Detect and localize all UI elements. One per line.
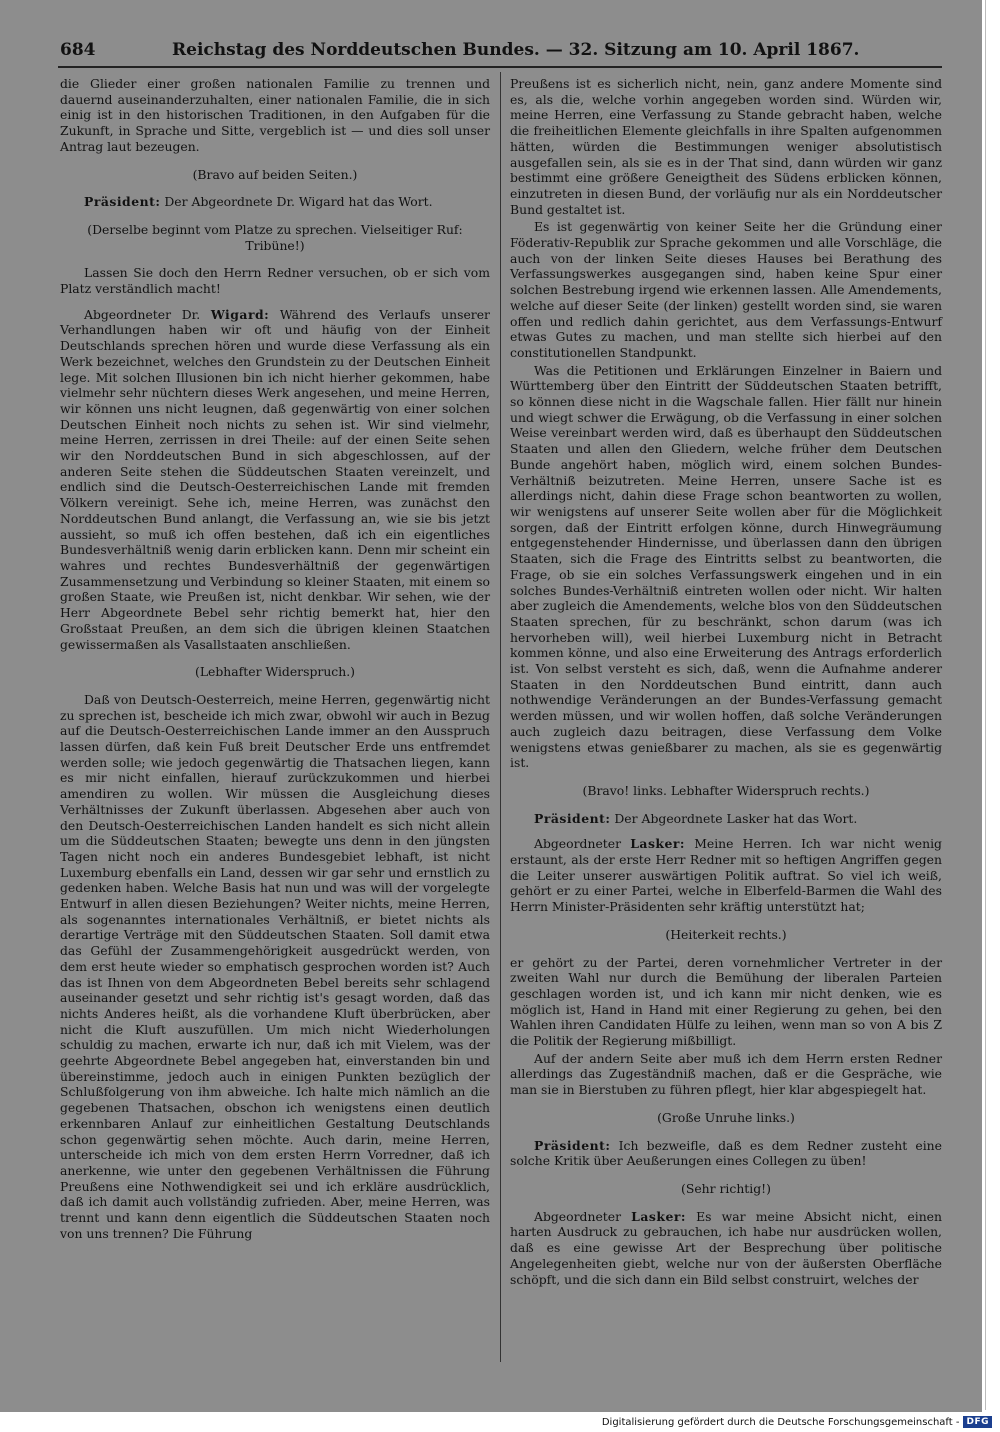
- speech-paragraph: [60, 307, 490, 652]
- body-paragraph: [510, 76, 942, 217]
- body-paragraph: [60, 76, 490, 155]
- speech-paragraph: [510, 836, 942, 915]
- header-rule: [58, 66, 942, 68]
- footer-credit: [602, 1414, 992, 1430]
- stage-direction: [510, 1181, 942, 1197]
- body-paragraph: [510, 219, 942, 360]
- paragraph-text: Es ist gegenwärtig von keiner Seite her die Gründung einer Föderativ-Republik zur Sprache gekommen und alle Vorschläge, die auch von der linken Seite dieses Hauses bei Berathung des Verfassungswerkes ausgegangen sind, haben keine Spur einer solchen Bestrebung irgend wie erkennen lassen. Alle Amendements, welche auf dieser Seite (der linken) gestellt worden sind, sie waren offen und redlich dahin gerichtet, aus dem Verfassungs-Entwurf etwas Gutes zu machen, und man stellte sich hierbei auf den constitutionellen Standpunkt.: [510, 219, 942, 360]
- speaker-name: Präsident:: [534, 1137, 611, 1153]
- speech-paragraph: [510, 811, 942, 827]
- paragraph-text: Lassen Sie doch den Herrn Redner versuchen, ob er sich vom Platz verständlich macht!: [60, 265, 490, 297]
- speech-paragraph: [510, 1209, 942, 1288]
- left-column: [60, 76, 490, 1366]
- stage-direction-text: (Bravo auf beiden Seiten.): [192, 166, 358, 182]
- dfg-logo: DFG: [963, 1416, 992, 1428]
- speech-paragraph: [510, 1138, 942, 1169]
- paragraph-text: Was die Petitionen und Erklärungen Einzelner in Baiern und Württemberg über den Eintritt der Süddeutschen Staaten betrifft, so können diese nicht in die Wagschale fallen. Hier fällt nur hinein und wiegt schwer die Erwägung, ob die Verfassung in einer solchen Weise vereinbart werden wird, daß es überhaupt den Süddeutschen Staaten und allen den Gliedern, welche früher dem Deutschen Bunde angehört haben, möglich wird, einem solchen Bundes-Verhältniß beizutreten. Meine Herren, unsere Sache ist es allerdings nicht, dahin diese Frage schon beantworten zu wollen, wir wenigstens auf unserer Seite wollen aber für die Möglichkeit sorgen, daß der Eintritt erfolgen könne, durch Hinwegräumung entgegenstehender Hindernisse, und überlassen dann den übrigen Staaten, sich die Frage des Eintritts selbst zu beantworten, die Frage, ob sie ein solches Verfassungswerk eingehen und in ein solches Bundes-Verhältniß eintreten wollen oder nicht. Wir halten aber zugleich die Amendements, welche blos von den Süddeutschen Staaten sprechen, für zu beschränkt, schon darum (was ich hervorheben will), weil hierbei Luxemburg nicht in Betracht kommen könne, und also eine Erweiterung des Antrags erforderlich ist. Von selbst versteht es sich, daß, wenn die Aufnahme anderer Staaten in den Norddeutschen Bund eintritt, dann auch nothwendige Veränderungen an der Bundes-Verfassung gemacht werden müssen, und wir wollen hoffen, daß solche Veränderungen auch zugleich dazu beitragen, diese Verfassung dem Volke wenigstens etwas genießbarer zu machen, als sie es gegenwärtig ist.: [510, 362, 942, 771]
- scan-edge: [985, 0, 1000, 1410]
- speaker-name: Wigard:: [210, 306, 270, 322]
- page-number: 684: [60, 40, 96, 60]
- stage-direction-text: (Heiterkeit rechts.): [665, 926, 787, 942]
- stage-direction: [510, 1110, 942, 1126]
- stage-direction-text: (Große Unruhe links.): [657, 1109, 795, 1125]
- speech-text: Meine Herren. Ich war nicht wenig erstaunt, als der erste Herr Redner mit so heftigen Angriffen gegen die Leiter unserer auswärtigen Politik auftrat. So viel ich weiß, gehört er zu einer Partei, welche in Elberfeld-Barmen die Wahl des Herrn Minister-Präsidenten sehr kräftig unterstützt hat;: [510, 836, 942, 915]
- footer-text: Digitalisierung gefördert durch die Deutsche Forschungsgemeinschaft -: [601, 1416, 960, 1428]
- stage-direction: [510, 927, 942, 943]
- paragraph-text: die Glieder einer großen nationalen Familie zu trennen und dauernd auseinanderzuhalten, einer nationalen Familie, die in sich einig ist in den historischen Traditionen, in den Aufgaben für die Zukunft, in Sprache und Sitte, vergeblich ist — und dies soll unser Antrag laut bezeugen.: [60, 76, 490, 154]
- body-paragraph: [510, 363, 942, 771]
- paragraph-text: Daß von Deutsch-Oesterreich, meine Herren, gegenwärtig nicht zu sprechen ist, bescheide ich mich zwar, obwohl wir auch in Bezug auf die Deutsch-Oesterreichischen Lande immer an den Ausspruch lassen dürfen, daß kein Fuß breit Deutscher Erde uns entfremdet werden solle; wie jedoch gegenwärtig die Thatsachen liegen, kann es mir nicht einfallen, hierauf zurückzukommen und hierbei amendiren zu wollen. Wir müssen die Ausgleichung dieses Verhältnisses der Zukunft überlassen. Abgesehen aber auch von den Deutsch-Oesterreichischen Landen handelt es sich nicht allein um die Süddeutschen Staaten; bewegte uns denn in den jüngsten Tagen nicht noch ein anderes Bundesgebiet lebhaft, ist nicht Luxemburg ebenfalls ein Land, dessen wir gar sehr und ernstlich zu gedenken haben. Welche Basis hat nun und was will der vorgelegte Entwurf in allen diesen Beziehungen? Weiter nichts, meine Herren, als sogenanntes internationales Verhältniß, er bietet nichts als derartige Verträge mit den Süddeutschen Staaten. Soll damit etwa das Gefühl der Zusammengehörigkeit ausgedrückt werden, von dem erst heute wieder so emphatisch gesprochen worden ist? Auch das ist Ihnen von dem Abgeordneten Bebel bereits sehr schlagend auseinander gesetzt und sehr richtig ist's gesagt worden, daß das nichts Anderes heißt, als die vorhandene Kluft überbrücken, aber nicht die Kluft auszufüllen. Um mich nicht Wiederholungen schuldig zu machen, erwarte ich nur, daß ich mit Vielem, was der geehrte Abgeordnete Bebel angegeben hat, einverstanden bin und übereinstimme, jedoch auch in einigen Punkten bezüglich der Schlußfolgerung von ihm abweiche. Ich halte mich nämlich an die gegebenen Thatsachen, obschon ich wenigstens einen deutlich erkennbaren Anlauf zur einheitlichen Gestaltung Deutschlands schon gegenwärtig sehen möchte. Auch darin, meine Herren, unterscheide ich mich von dem ersten Herrn Vorredner, daß ich anerkenne, wie unter den gegebenen Verhältnissen die Führung Preußens eine Nothwendigkeit sei und ich erkläre ausdrücklich, daß ich damit auch vollständig zufrieden. Aber, meine Herren, was trennt und kann denn eigentlich die Süddeutschen Staaten noch von uns trennen? Die Führung: [60, 691, 490, 1241]
- header-title: Reichstag des Norddeutschen Bundes. — 32. Sitzung am 10. April 1867.: [172, 40, 860, 60]
- speaker-name: Präsident:: [534, 810, 611, 826]
- column-divider: [500, 72, 501, 1362]
- speaker-role: Abgeordneter: [534, 836, 622, 852]
- speaker-name: Präsident:: [84, 194, 161, 210]
- speech-text: Der Abgeordnete Dr. Wigard hat das Wort.: [164, 194, 433, 210]
- speech-text: Während des Verlaufs unserer Verhandlungen haben wir oft und häufig von der Einheit Deutschlands sprechen hören und wurde diese Verfassung als ein Werk bezeichnet, welches den Grundstein zu der Deutschen Einheit lege. Mit solchen Illusionen bin ich nicht hierher gekommen, habe vielmehr sehr nüchtern dieses Werk angesehen, und meine Herren, wir können uns nicht leugnen, daß gegenwärtig von einer solchen Deutschen Einheit noch nichts zu sehen ist. Wir sind vielmehr, meine Herren, zerrissen in drei Theile: auf der einen Seite sehen wir den Norddeutschen Bund in sich abgeschlossen, auf der anderen Seite stehen die Süddeutschen Staaten vereinzelt, und endlich sind die Deutsch-Oesterreichischen Lande mit fremden Völkern vereinigt. Sehe ich, meine Herren, was zunächst den Norddeutschen Bund anlangt, die Verfassung an, wie sie bis jetzt aussieht, so muß ich offen bestehen, daß ich ein eigentliches Bundesverhältniß wenig darin erblicken kann. Denn mir scheint ein wahres und rechtes Bundesverhältniß der gegenwärtigen Zusammensetzung und Verbindung so kleiner Staaten, mit einem so großen Staate, wie Preußen ist, nicht denkbar. Wir sehen, wie der Herr Abgeordnete Bebel sehr richtig bemerkt hat, hier den Großstaat Preußen, an dem sich die übrigen kleinen Staatchen gewissermaßen als Vasallstaaten anschließen.: [60, 306, 490, 652]
- body-paragraph: [60, 692, 490, 1242]
- stage-direction: [60, 167, 490, 183]
- speaker-name: Lasker:: [630, 836, 685, 852]
- body-paragraph: [60, 265, 490, 296]
- speaker-name: Lasker:: [631, 1208, 686, 1224]
- stage-direction: [60, 222, 490, 253]
- speech-text: Der Abgeordnete Lasker hat das Wort.: [614, 810, 858, 826]
- speech-text: Es war meine Absicht nicht, einen harten Ausdruck zu gebrauchen, ich habe nur ausdrücken wollen, daß es eine gewisse Art der Besprechung über politische Angelegenheiten giebt, welche nur von der äußersten Oberfläche schöpft, und die sich dann ein Bild selbst construirt, welches der: [510, 1208, 942, 1287]
- body-paragraph: [510, 955, 942, 1049]
- speaker-role: Abgeordneter Dr.: [84, 306, 201, 322]
- speech-paragraph: [60, 194, 490, 210]
- running-header: [60, 40, 860, 68]
- speaker-role: Abgeordneter: [534, 1208, 622, 1224]
- body-paragraph: [510, 1051, 942, 1098]
- stage-direction: [60, 664, 490, 680]
- right-column: [510, 76, 942, 1366]
- stage-direction-text: (Bravo! links. Lebhafter Widerspruch rechts.): [582, 782, 870, 798]
- paragraph-text: Preußens ist es sicherlich nicht, nein, ganz andere Momente sind es, als die, welche vorhin angegeben worden sind. Würden wir, meine Herren, eine Verfassung zu Stande gebracht haben, welche die freiheitlichen Elemente gleichfalls in ihre Spalten aufgenommen hätten, würden die Bestimmungen weniger absolutistisch ausgefallen sein, als sie es in der That sind, dann würden wir ganz bestimmt eine größere Geneigtheit des Südens erblicken können, einzutreten in diesen Bund, der vorläufig nur als ein Norddeutscher Bund gestaltet ist.: [510, 76, 942, 217]
- stage-direction-text: (Sehr richtig!): [681, 1181, 771, 1196]
- speech-text: Ich bezweifle, daß es dem Redner zusteht eine solche Kritik über Aeußerungen eines Collegen zu üben!: [510, 1137, 942, 1169]
- paragraph-text: er gehört zu der Partei, deren vornehmlicher Vertreter in der zweiten Wahl nur durch die Bemühung der liberalen Parteien geschlagen worden ist, und ich kann mir nicht denken, wie es möglich ist, Hand in Hand mit einer Regierung zu gehen, bei den Wahlen ihren Candidaten Hülfe zu leihen, wenn man so von A bis Z die Politik der Regierung mißbilligt.: [510, 954, 942, 1049]
- stage-direction: [510, 783, 942, 799]
- stage-direction-text: (Lebhafter Widerspruch.): [194, 664, 355, 680]
- stage-direction-text: (Derselbe beginnt vom Platze zu sprechen. Vielseitiger Ruf: Tribüne!): [87, 221, 463, 253]
- paragraph-text: Auf der andern Seite aber muß ich dem Herrn ersten Redner allerdings das Zugeständniß machen, daß er die Gespräche, wie man sie in Bierstuben zu führen pflegt, hier klar abgespiegelt hat.: [510, 1050, 942, 1098]
